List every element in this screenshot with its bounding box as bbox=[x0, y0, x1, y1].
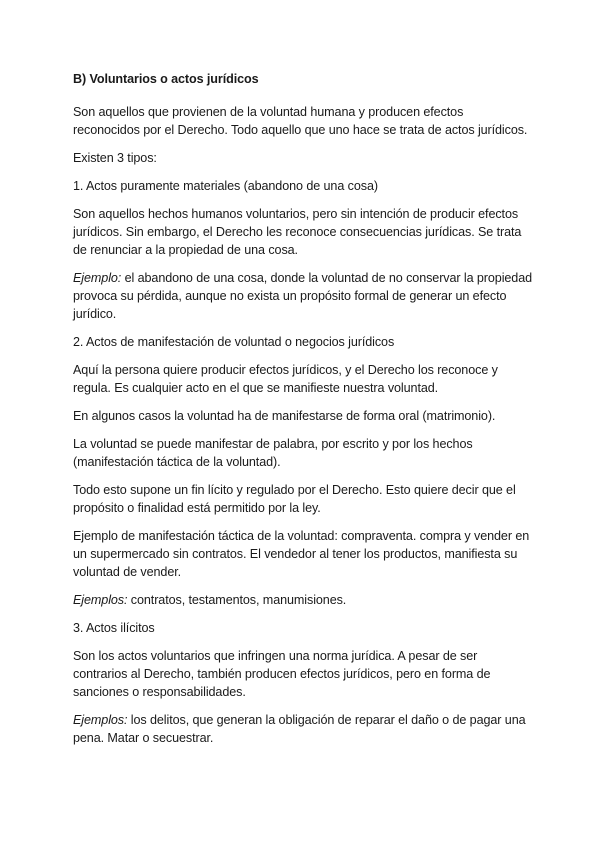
paragraph-oral: En algunos casos la voluntad ha de manifestarse de forma oral (matrimonio). bbox=[73, 409, 496, 423]
paragraph-material-acts: Son aquellos hechos humanos voluntarios, pero sin intención de producir efectos jurídicos. Sin embargo, el Derecho les reconoce consecuencias jurídicas. Se trata de renunciar a la propiedad de una cosa. bbox=[73, 207, 522, 257]
subheading-will-acts: 2. Actos de manifestación de voluntad o negocios jurídicos bbox=[73, 335, 395, 349]
section-heading: B) Voluntarios o actos jurídicos bbox=[73, 72, 259, 86]
paragraph-example-1 bbox=[73, 269, 533, 323]
examples-label: Ejemplos: bbox=[73, 593, 128, 607]
paragraph-lawful: Todo esto supone un fin lícito y regulado por el Derecho. Esto quiere decir que el propósito o finalidad está permitido por la ley. bbox=[73, 483, 516, 515]
subheading-material-acts: 1. Actos puramente materiales (abandono de una cosa) bbox=[73, 179, 378, 193]
subheading-illicit-acts: 3. Actos ilícitos bbox=[73, 621, 155, 635]
example-text: el abandono de una cosa, donde la voluntad de no conservar la propiedad provoca su pérdida, aunque no exista un propósito formal de generar un efecto jurídico. bbox=[73, 271, 533, 321]
document-body bbox=[73, 70, 533, 757]
paragraph-types: Existen 3 tipos: bbox=[73, 151, 157, 165]
examples-text: los delitos, que generan la obligación de reparar el daño o de pagar una pena. Matar o secuestrar. bbox=[73, 713, 526, 745]
paragraph-intro: Son aquellos que provienen de la voluntad humana y producen efectos reconocidos por el Derecho. Todo aquello que uno hace se trata de actos jurídicos. bbox=[73, 105, 528, 137]
paragraph-will-acts: Aquí la persona quiere producir efectos jurídicos, y el Derecho los reconoce y regula. Es cualquier acto en el que se manifieste nuestra voluntad. bbox=[73, 363, 498, 395]
examples-label: Ejemplos: bbox=[73, 713, 128, 727]
paragraph-example-2 bbox=[73, 591, 533, 609]
paragraph-manifest: La voluntad se puede manifestar de palabra, por escrito y por los hechos (manifestación táctica de la voluntad). bbox=[73, 437, 473, 469]
example-label: Ejemplo: bbox=[73, 271, 122, 285]
paragraph-tacit-example: Ejemplo de manifestación táctica de la voluntad: compraventa. compra y vender en un supermercado sin contratos. El vendedor al tener los productos, manifiesta su voluntad de vender. bbox=[73, 529, 530, 579]
examples-text: contratos, testamentos, manumisiones. bbox=[127, 593, 347, 607]
paragraph-example-3 bbox=[73, 711, 533, 747]
paragraph-illicit-acts: Son los actos voluntarios que infringen una norma jurídica. A pesar de ser contrarios al Derecho, también producen efectos jurídicos, pero en forma de sanciones o responsabilidades. bbox=[73, 649, 491, 699]
